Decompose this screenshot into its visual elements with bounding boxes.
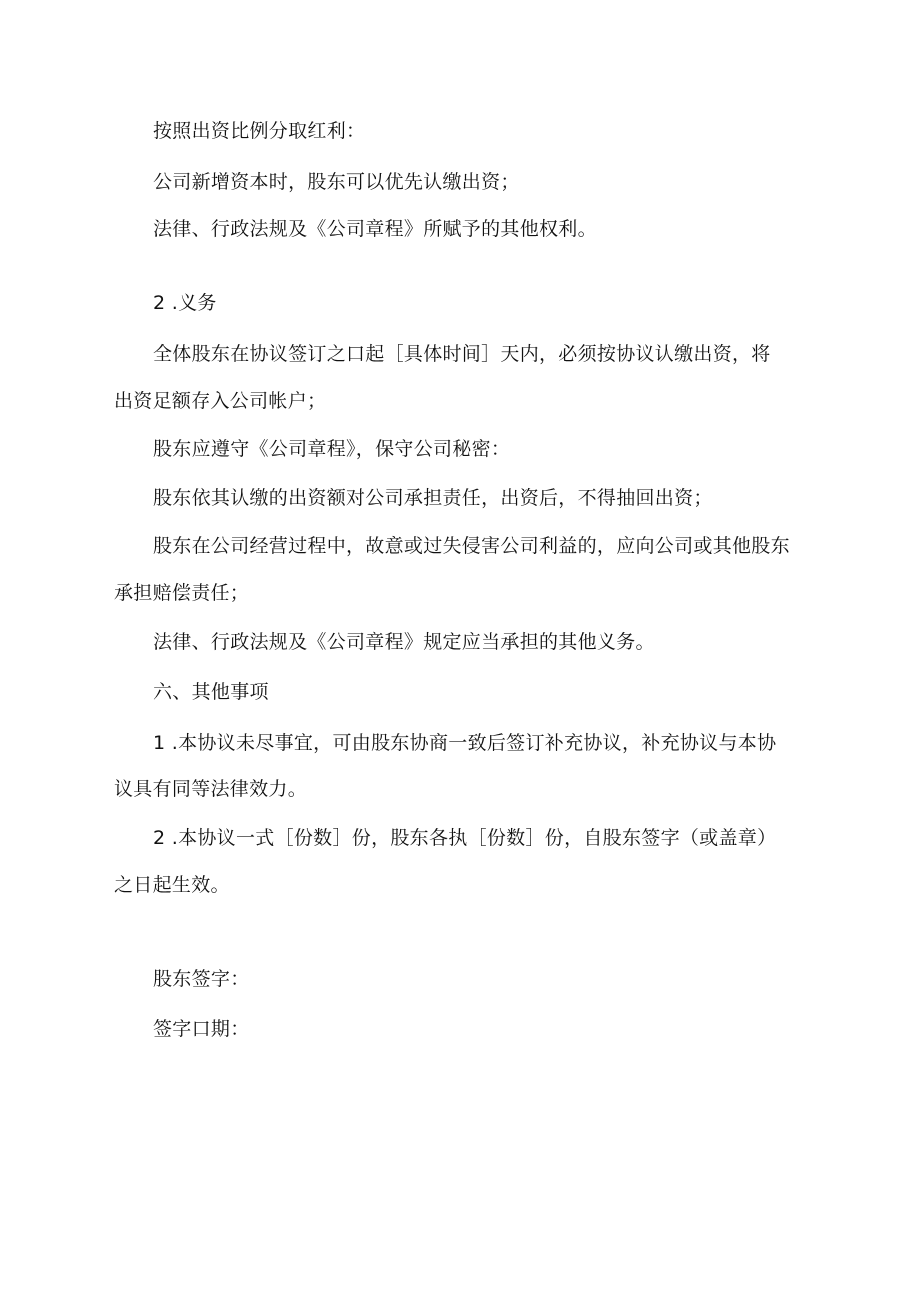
obligation-5: 法律、行政法规及《公司章程》规定应当承担的其他义务。 <box>153 631 655 653</box>
obligation-1-line-2: 出资足额存入公司帐户； <box>114 390 327 412</box>
other-matter-2-line-1: 2 .本协议一式［份数］份，股东各执［份数］份，自股东签字（或盖章） <box>153 827 777 849</box>
other-matter-1-line-1: 1 .本协议未尽事宜，可由股东协商一致后签订补充协议，补充协议与本协 <box>153 732 777 754</box>
obligation-2: 股东应遵守《公司章程》，保守公司秘密： <box>153 438 511 460</box>
rights-item-preemptive-subscription: 公司新增资本时，股东可以优先认缴出资； <box>153 171 520 193</box>
obligation-3: 股东依其认缴的出资额对公司承担责任，出资后，不得抽回出资； <box>153 487 713 509</box>
shareholder-signature-label: 股东签字： <box>153 968 250 990</box>
rights-item-dividends: 按照出资比例分取红利： <box>153 120 366 142</box>
signature-date-label: 签字口期： <box>153 1018 250 1040</box>
obligation-4-line-2: 承担赔偿责任； <box>114 582 250 604</box>
rights-item-other-rights: 法律、行政法规及《公司章程》所赋予的其他权利。 <box>153 218 597 240</box>
obligations-heading: 2 .义务 <box>153 292 217 314</box>
obligation-1-line-1: 全体股东在协议签订之口起［具体时间］天内，必须按协议认缴出资，将 <box>153 343 771 365</box>
other-matter-2-line-2: 之日起生效。 <box>114 874 230 896</box>
other-matter-1-line-2: 议具有同等法律效力。 <box>114 778 308 800</box>
section-six-heading: 六、其他事项 <box>153 681 269 703</box>
obligation-4-line-1: 股东在公司经营过程中，故意或过失侵害公司利益的，应向公司或其他股东 <box>153 535 790 557</box>
